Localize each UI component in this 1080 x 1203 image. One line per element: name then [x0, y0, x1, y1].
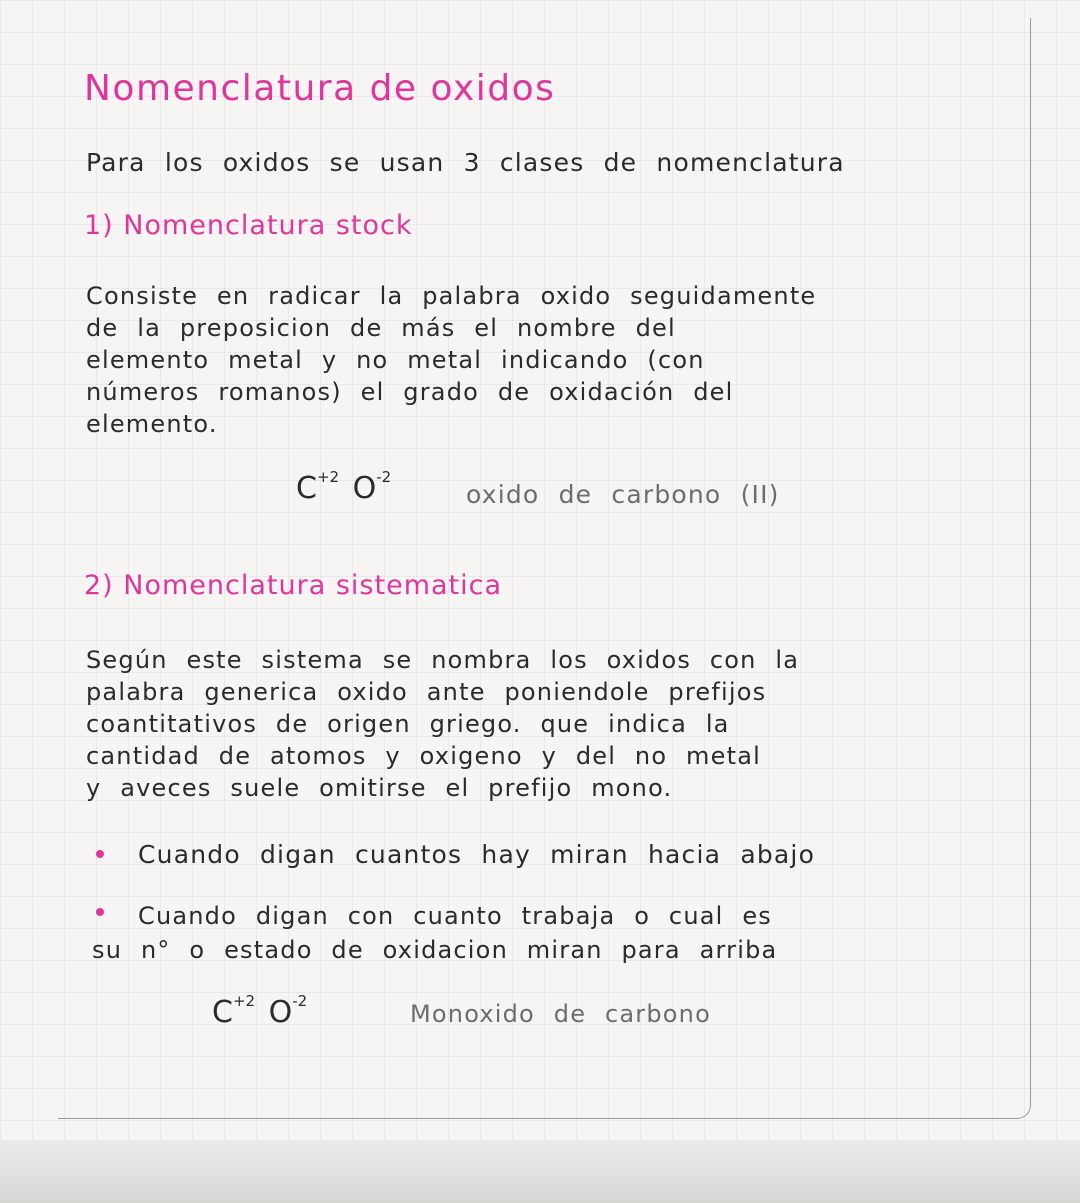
oxidation-number: -2: [376, 468, 392, 486]
bullet-icon: [96, 850, 104, 858]
section1-heading: 1) Nomenclatura stock: [84, 210, 413, 241]
section1-line: números romanos) el grado de oxidación del: [86, 378, 734, 406]
section2-line: palabra generica oxido ante poniendole prefijos: [86, 678, 767, 706]
section2-line: coantitativos de origen griego. que indica la: [86, 710, 730, 738]
element-symbol: O: [352, 471, 377, 506]
section2-line: Según este sistema se nombra los oxidos con la: [86, 646, 800, 674]
section1-line: elemento.: [86, 410, 218, 438]
section2-heading: 2) Nomenclatura sistematica: [84, 570, 503, 601]
element-symbol: C: [296, 471, 317, 506]
section1-formula-name: oxido de carbono (II): [466, 480, 780, 509]
section2-formula: [212, 992, 311, 1030]
element-symbol: O: [268, 995, 293, 1030]
section1-line: elemento metal y no metal indicando (con: [86, 346, 705, 374]
section1-formula: [296, 468, 395, 506]
oxidation-number: +2: [316, 468, 340, 486]
oxidation-number: -2: [292, 992, 308, 1010]
section2-formula-name: Monoxido de carbono: [410, 1000, 711, 1028]
bullet-icon: [96, 908, 104, 916]
page-title: Nomenclatura de oxidos: [84, 68, 556, 109]
bullet-item: Cuando digan cuantos hay miran hacia abajo: [138, 840, 816, 869]
bullet-item: Cuando digan con cuanto trabaja o cual es: [138, 902, 773, 930]
section2-line: cantidad de atomos y oxigeno y del no metal: [86, 742, 761, 770]
oxidation-number: +2: [232, 992, 256, 1010]
section1-line: Consiste en radicar la palabra oxido seguidamente: [86, 282, 817, 310]
page-bottom-edge: [0, 1140, 1080, 1203]
intro-text: Para los oxidos se usan 3 clases de nomenclatura: [86, 148, 845, 177]
section2-line: y aveces suele omitirse el prefijo mono.: [86, 774, 673, 802]
element-symbol: C: [212, 995, 233, 1030]
bullet-item-continuation: su n° o estado de oxidacion miran para arriba: [92, 936, 778, 964]
section1-line: de la preposicion de más el nombre del: [86, 314, 676, 342]
